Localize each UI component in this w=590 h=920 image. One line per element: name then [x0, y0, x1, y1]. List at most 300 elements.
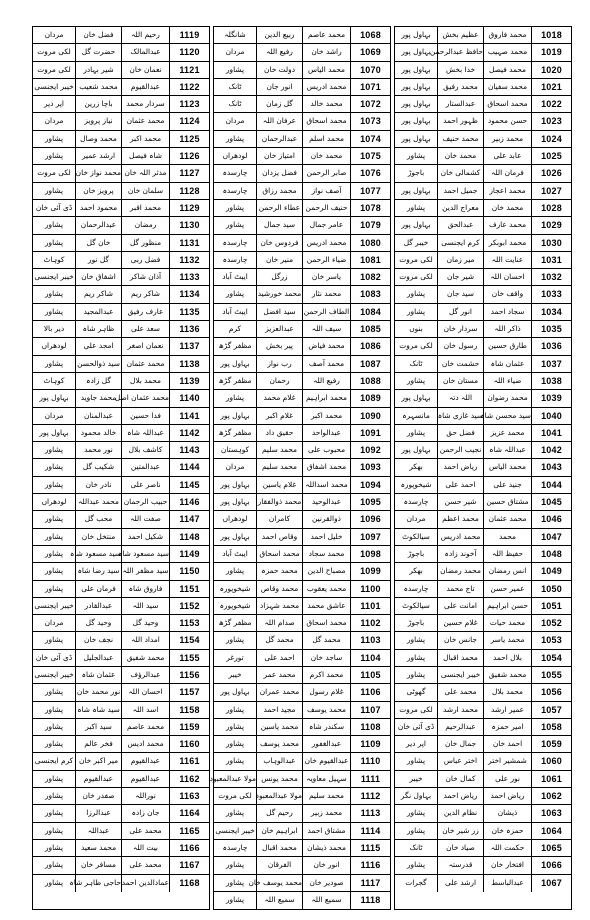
father-name-cell: زر شیر خان [437, 823, 483, 839]
serial-number-cell: 1051 [531, 598, 571, 614]
serial-number-cell: 1137 [169, 338, 209, 354]
name-cell: محمد اسحاق [483, 96, 531, 112]
name-cell: افتخار خان [483, 857, 531, 873]
name-cell: محمد صہیب [483, 44, 531, 60]
roster-row [214, 684, 390, 701]
roster-row [395, 684, 571, 701]
roster-row [214, 702, 390, 719]
name-cell: سعد علی [121, 321, 169, 337]
roster-row [214, 459, 390, 476]
roster-row [214, 408, 390, 425]
roster-row [214, 235, 390, 252]
father-name-cell: ریاض احمد [437, 788, 483, 804]
father-name-cell: انور جان [256, 79, 302, 95]
roster-row [33, 286, 209, 303]
roster-row [395, 408, 571, 425]
location-cell: پشاور [44, 531, 64, 541]
roster-row [395, 217, 571, 234]
serial-number-cell: 1157 [169, 684, 209, 700]
roster-row [33, 529, 209, 546]
roster-row [214, 27, 390, 44]
serial-number-cell: 1032 [531, 269, 571, 285]
serial-number-cell: 1108 [350, 719, 390, 735]
name-cell: سید محسن شاہ [483, 408, 531, 424]
father-name-cell: احمد علی [437, 477, 483, 493]
name-cell: محمد فاروق [483, 27, 531, 43]
father-name-cell: محمد عبداللہ [75, 494, 121, 510]
serial-number-cell: 1122 [169, 79, 209, 95]
name-cell: محمد رضوان [483, 390, 531, 406]
serial-number-cell: 1028 [531, 200, 571, 216]
serial-number-cell: 1069 [350, 44, 390, 60]
location-cell: پشاور [406, 427, 426, 437]
serial-number-cell: 1146 [169, 494, 209, 510]
roster-row [214, 840, 390, 857]
location-cell: شانگلہ [224, 30, 246, 39]
serial-number-cell: 1129 [169, 200, 209, 216]
father-name-cell: عبدالقادر [75, 598, 121, 614]
location-cell: پشاور [406, 306, 426, 316]
serial-number-cell: 1115 [350, 840, 390, 856]
location-cell: چارسدہ [222, 842, 248, 852]
name-cell: عبدالرؤف [121, 667, 169, 683]
father-name-cell: عبدالرحمان [75, 217, 121, 233]
roster-row [33, 753, 209, 770]
roster-row [214, 44, 390, 61]
name-cell: وحید گل [121, 615, 169, 631]
name-cell: حنیف الرحمن [302, 200, 350, 216]
roster-row [395, 477, 571, 494]
location-cell: چارسدہ [222, 237, 248, 247]
location-cell: مظفر گڑھ [218, 341, 252, 351]
serial-number-cell: 1044 [531, 477, 571, 493]
name-cell: ذیشان [483, 805, 531, 821]
serial-number-cell: 1166 [169, 840, 209, 856]
serial-number-cell: 1062 [531, 788, 571, 804]
name-cell: محمد عاصم [302, 27, 350, 43]
father-name-cell: عبدالوہاب [256, 753, 302, 769]
father-name-cell: سید جان [437, 286, 483, 302]
location-cell: پشاور [44, 791, 64, 801]
location-cell: باجوڑ [407, 168, 425, 178]
father-name-cell: ارشد عمیر [75, 148, 121, 164]
location-cell: پشاور [225, 133, 245, 143]
location-cell: مردان [406, 514, 426, 524]
name-cell: محمد اکرم [302, 667, 350, 683]
serial-number-cell: 1023 [531, 113, 571, 129]
name-cell: منظور گل [121, 235, 169, 251]
roster-row [395, 581, 571, 598]
father-name-cell: نیاز پرویز [75, 113, 121, 129]
location-cell: پشاور [44, 704, 64, 714]
location-cell: چارسدہ [403, 497, 429, 507]
roster-row [214, 148, 390, 165]
name-cell: جان زادہ [121, 805, 169, 821]
location-cell: شیخوپورہ [219, 600, 251, 610]
name-cell: محمد [483, 529, 531, 545]
roster-row [214, 805, 390, 822]
serial-number-cell: 1077 [350, 183, 390, 199]
name-cell: حسن محمود [483, 113, 531, 129]
roster-row [33, 62, 209, 79]
location-cell: خیبر [228, 669, 242, 679]
roster-row [214, 356, 390, 373]
name-cell: مدثر اللہ خان [121, 165, 169, 181]
serial-number-cell: 1123 [169, 96, 209, 112]
location-cell: لکی مروت [399, 254, 433, 264]
father-name-cell: فخر عالم [75, 736, 121, 752]
father-name-cell: کشمالی خان [437, 165, 483, 181]
serial-number-cell: 1057 [531, 702, 571, 718]
location-cell: پشاور [44, 721, 64, 731]
name-cell: حسن ابراہیم [483, 598, 531, 614]
father-name-cell: منتخل خان [75, 529, 121, 545]
roster-row [214, 736, 390, 753]
roster-row [214, 304, 390, 321]
location-cell: مانسہرہ [402, 410, 430, 420]
serial-number-cell: 1089 [350, 390, 390, 406]
name-cell: حمزہ خان [483, 823, 531, 839]
roster-row [395, 598, 571, 615]
serial-number-cell: 1109 [350, 736, 390, 752]
location-cell: لودھراں [222, 151, 248, 161]
father-name-cell: منیر خان [256, 252, 302, 268]
location-cell: بہاول پور [401, 220, 431, 230]
roster-row [33, 96, 209, 113]
name-cell: امیر حمزہ [483, 719, 531, 735]
name-cell: فضل ربی [121, 252, 169, 268]
father-name-cell: حافظ عبدالرحمن [437, 44, 483, 60]
location-cell: مردان [225, 47, 245, 57]
location-cell: پشاور [406, 825, 426, 835]
location-cell: ٹانک [409, 842, 423, 852]
father-name-cell: ظاہر شاہ [75, 321, 121, 337]
serial-number-cell: 1117 [350, 875, 390, 891]
serial-number-cell: 1026 [531, 165, 571, 181]
father-name-cell: صفدر خان [75, 788, 121, 804]
name-cell: محمد عارف [483, 217, 531, 233]
father-name-cell: عبدالستار [437, 96, 483, 112]
roster-row [33, 702, 209, 719]
name-cell: سید مظفر اللہ [121, 563, 169, 579]
roster-row [33, 252, 209, 269]
father-name-cell: عبدالعزیز [256, 321, 302, 337]
serial-number-cell: 1093 [350, 459, 390, 475]
name-cell: محمد اسلم [302, 131, 350, 147]
name-cell: کاشف بلال [121, 442, 169, 458]
father-name-cell: مولا عبدالمعبود [256, 788, 302, 804]
roster-row [33, 563, 209, 580]
location-cell: پشاور [406, 860, 426, 870]
father-name-cell: زرگل [256, 269, 302, 285]
location-cell: خیبر ایجنسی [215, 825, 255, 835]
serial-number-cell: 1114 [350, 823, 390, 839]
name-cell: محمد گل [302, 632, 350, 648]
father-name-cell: فضل خان [75, 27, 121, 43]
serial-number-cell: 1073 [350, 113, 390, 129]
location-cell: بہاول پور [401, 99, 431, 109]
roster-row [214, 113, 390, 130]
father-name-cell: عظیم بخش [437, 27, 483, 43]
roster-row [33, 44, 209, 61]
roster-row [214, 529, 390, 546]
serial-number-cell: 1149 [169, 546, 209, 562]
name-cell: رحیم اللہ [121, 27, 169, 43]
location-cell: مردان [44, 30, 64, 39]
roster-row [214, 875, 390, 892]
roster-row [33, 788, 209, 805]
location-cell: لودھراں [222, 514, 248, 524]
father-name-cell: فرمان علی [75, 581, 121, 597]
location-cell: سیالکوٹ [402, 600, 430, 610]
location-cell: مظفر گڑھ [218, 375, 252, 385]
name-cell: نوراللہ [121, 788, 169, 804]
serial-number-cell: 1104 [350, 650, 390, 666]
name-cell: عبداللہ شاہ [483, 442, 531, 458]
father-name-cell: محمد سعید [75, 840, 121, 856]
name-cell: صفت اللہ [121, 511, 169, 527]
serial-number-cell: 1138 [169, 356, 209, 372]
name-cell: مشتاق حسین [483, 494, 531, 510]
name-cell: محمد زبیر [483, 131, 531, 147]
roster-row [33, 338, 209, 355]
roster-row [395, 27, 571, 44]
location-cell: مردان [225, 116, 245, 126]
father-name-cell: سردار خان [437, 321, 483, 337]
father-name-cell: عبدالقیوم [75, 771, 121, 787]
location-cell: بہاول پور [401, 185, 431, 195]
serial-number-cell: 1158 [169, 702, 209, 718]
father-name-cell: سید جمال [256, 217, 302, 233]
serial-number-cell: 1154 [169, 632, 209, 648]
location-cell: خیبر ایجنسی [34, 272, 74, 282]
serial-number-cell: 1034 [531, 304, 571, 320]
name-cell: طارق حسین [483, 338, 531, 354]
roster-row [33, 581, 209, 598]
roster-row [395, 252, 571, 269]
location-cell: ڈی آئی خان [397, 721, 435, 731]
name-cell: محمد ابراہیم [302, 390, 350, 406]
name-cell: شاہ فیصل [121, 148, 169, 164]
location-cell: پشاور [406, 151, 426, 161]
serial-number-cell: 1144 [169, 459, 209, 475]
serial-number-cell: 1092 [350, 442, 390, 458]
roster-row [395, 667, 571, 684]
location-cell: پشاور [44, 566, 64, 576]
location-cell: لکی مروت [399, 341, 433, 351]
roster-row [395, 200, 571, 217]
roster-row [395, 823, 571, 840]
serial-number-cell: 1110 [350, 753, 390, 769]
location-cell: خیبر [409, 773, 423, 783]
location-cell: پشاور [44, 687, 64, 697]
name-cell: عبدالقیوم [121, 79, 169, 95]
serial-number-cell: 1094 [350, 477, 390, 493]
location-cell: بہاول پور [401, 393, 431, 403]
father-name-cell: کامران [256, 511, 302, 527]
father-name-cell: عبدالحق [437, 217, 483, 233]
serial-number-cell: 1134 [169, 286, 209, 302]
serial-number-cell: 1162 [169, 771, 209, 787]
father-name-cell: باچا زرین [75, 96, 121, 112]
father-name-cell: سید شاہ شاہ [75, 702, 121, 718]
location-cell: پشاور [225, 808, 245, 818]
serial-number-cell: 1103 [350, 632, 390, 648]
location-cell: بہاول پور [220, 497, 250, 507]
serial-number-cell: 1095 [350, 494, 390, 510]
serial-number-cell: 1121 [169, 62, 209, 78]
serial-number-cell: 1107 [350, 702, 390, 718]
serial-number-cell: 1099 [350, 563, 390, 579]
name-cell: محمد ادریس [302, 79, 350, 95]
serial-number-cell: 1152 [169, 598, 209, 614]
father-name-cell: فردوس خان [256, 235, 302, 251]
location-cell: پشاور [225, 704, 245, 714]
name-cell: آصف نواز [302, 183, 350, 199]
location-cell: پشاور [225, 566, 245, 576]
roster-row [395, 736, 571, 753]
name-cell: عابد علی [483, 148, 531, 164]
father-name-cell: ارشد علی [437, 875, 483, 892]
father-name-cell: خیبر ایجنسی [437, 667, 483, 683]
location-cell: کرم ایجنسی [34, 756, 74, 766]
name-cell: احمد خان [483, 736, 531, 752]
name-cell: عبدالواحد [302, 425, 350, 441]
name-cell: سید مسعود شاہ [121, 546, 169, 562]
name-cell: ساجد خان [302, 650, 350, 666]
location-cell: کوہستان [220, 445, 250, 455]
roster-row [33, 113, 209, 130]
name-cell: ضیاء اللہ [483, 373, 531, 389]
serial-number-cell: 1045 [531, 494, 571, 510]
name-cell: عامر جمال [302, 217, 350, 233]
father-name-cell: محمد رزاق [256, 183, 302, 199]
name-cell: عبدالمالک [121, 44, 169, 60]
father-name-cell: سمیع اللہ [256, 892, 302, 909]
location-cell: بہاول پور [401, 445, 431, 455]
roster-row [214, 563, 390, 580]
roster-row [214, 252, 390, 269]
name-cell: محمد ذیشان [302, 840, 350, 856]
name-cell: محمد نثار [302, 286, 350, 302]
location-cell: پشاور [44, 739, 64, 749]
roster-row [33, 511, 209, 528]
roster-row [395, 875, 571, 892]
location-cell: پشاور [44, 358, 64, 368]
location-cell: بہاول پور [401, 30, 431, 39]
location-cell: پشاور [44, 773, 64, 783]
location-cell: گھوٹی [406, 687, 426, 697]
serial-number-cell: 1036 [531, 338, 571, 354]
father-name-cell: احمد علی [256, 650, 302, 666]
roster-row [395, 96, 571, 113]
name-cell: شمشیر اختر [483, 753, 531, 769]
father-name-cell: عبدالرزا [75, 805, 121, 821]
serial-number-cell: 1056 [531, 684, 571, 700]
roster-row [214, 477, 390, 494]
name-cell: محمد اشفاق [302, 459, 350, 475]
father-name-cell: غلام یاسین [256, 477, 302, 493]
location-cell: پشاور [225, 202, 245, 212]
name-cell: محمد اسداللہ [302, 477, 350, 493]
roster-row [33, 148, 209, 165]
location-cell: پشاور [406, 669, 426, 679]
father-name-cell: عرفان اللہ [256, 113, 302, 129]
father-name-cell: غلام اکبر [256, 408, 302, 424]
location-cell: پشاور [44, 185, 64, 195]
roster-row [395, 269, 571, 286]
serial-number-cell: 1120 [169, 44, 209, 60]
father-name-cell: وقاص احمد [256, 529, 302, 545]
roster-row [214, 390, 390, 407]
name-cell: جنید علی [483, 477, 531, 493]
roster-row [395, 165, 571, 182]
roster-row [395, 494, 571, 511]
location-cell: پشاور [44, 133, 64, 143]
name-cell: محمد حیات [483, 615, 531, 631]
name-cell: فرمان اللہ [483, 165, 531, 181]
father-name-cell: شاکر ریم [75, 286, 121, 302]
roster-row [395, 131, 571, 148]
roster-row [395, 771, 571, 788]
father-name-cell: امتیاز خان [256, 148, 302, 164]
serial-number-cell: 1081 [350, 252, 390, 268]
roster-row [214, 183, 390, 200]
serial-number-cell: 1140 [169, 390, 209, 406]
name-cell: راشد خان [302, 44, 350, 60]
father-name-cell: محمد اعظم [437, 511, 483, 527]
serial-number-cell: 1159 [169, 719, 209, 735]
father-name-cell: محمد حنیف [437, 131, 483, 147]
father-name-cell: محمد ادریس [437, 529, 483, 545]
serial-number-cell: 1080 [350, 235, 390, 251]
location-cell: مردان [44, 618, 64, 628]
roster-row [395, 356, 571, 373]
roster-row [395, 390, 571, 407]
location-cell: پشاور [44, 151, 64, 161]
father-name-cell: عبداللہ [75, 823, 121, 839]
location-cell: پشاور [225, 393, 245, 403]
father-name-cell: نجیب الرحمن [437, 442, 483, 458]
name-cell: محبوب علی [302, 442, 350, 458]
location-cell: چارسدہ [403, 583, 429, 593]
location-cell: پشاور [44, 479, 64, 489]
serial-number-cell: 1156 [169, 667, 209, 683]
location-cell: لکی مروت [37, 168, 71, 178]
name-cell: محمد اکبر [302, 408, 350, 424]
name-cell: نور علی [483, 771, 531, 787]
father-name-cell: سید غازی شاہ [437, 408, 483, 424]
name-cell: ذاکر اللہ [483, 321, 531, 337]
name-cell: محمد ادریس [302, 235, 350, 251]
location-cell: سیالکوٹ [402, 531, 430, 541]
location-cell: پشاور [406, 652, 426, 662]
roster-row [395, 459, 571, 476]
serial-number-cell: 1063 [531, 805, 571, 821]
father-name-cell: محمد شعیب [75, 79, 121, 95]
location-cell: بہاول پور [220, 410, 250, 420]
roster-row [214, 650, 390, 667]
name-cell: محمد آصف [302, 356, 350, 372]
location-cell: مظفر گڑھ [218, 427, 252, 437]
location-cell: بہاول پور [220, 358, 250, 368]
roster-row [395, 304, 571, 321]
father-name-cell: رسول خان [437, 338, 483, 354]
serial-number-cell: 1065 [531, 840, 571, 856]
roster-row [395, 615, 571, 632]
location-cell: پشاور [44, 306, 64, 316]
roster-row [214, 200, 390, 217]
